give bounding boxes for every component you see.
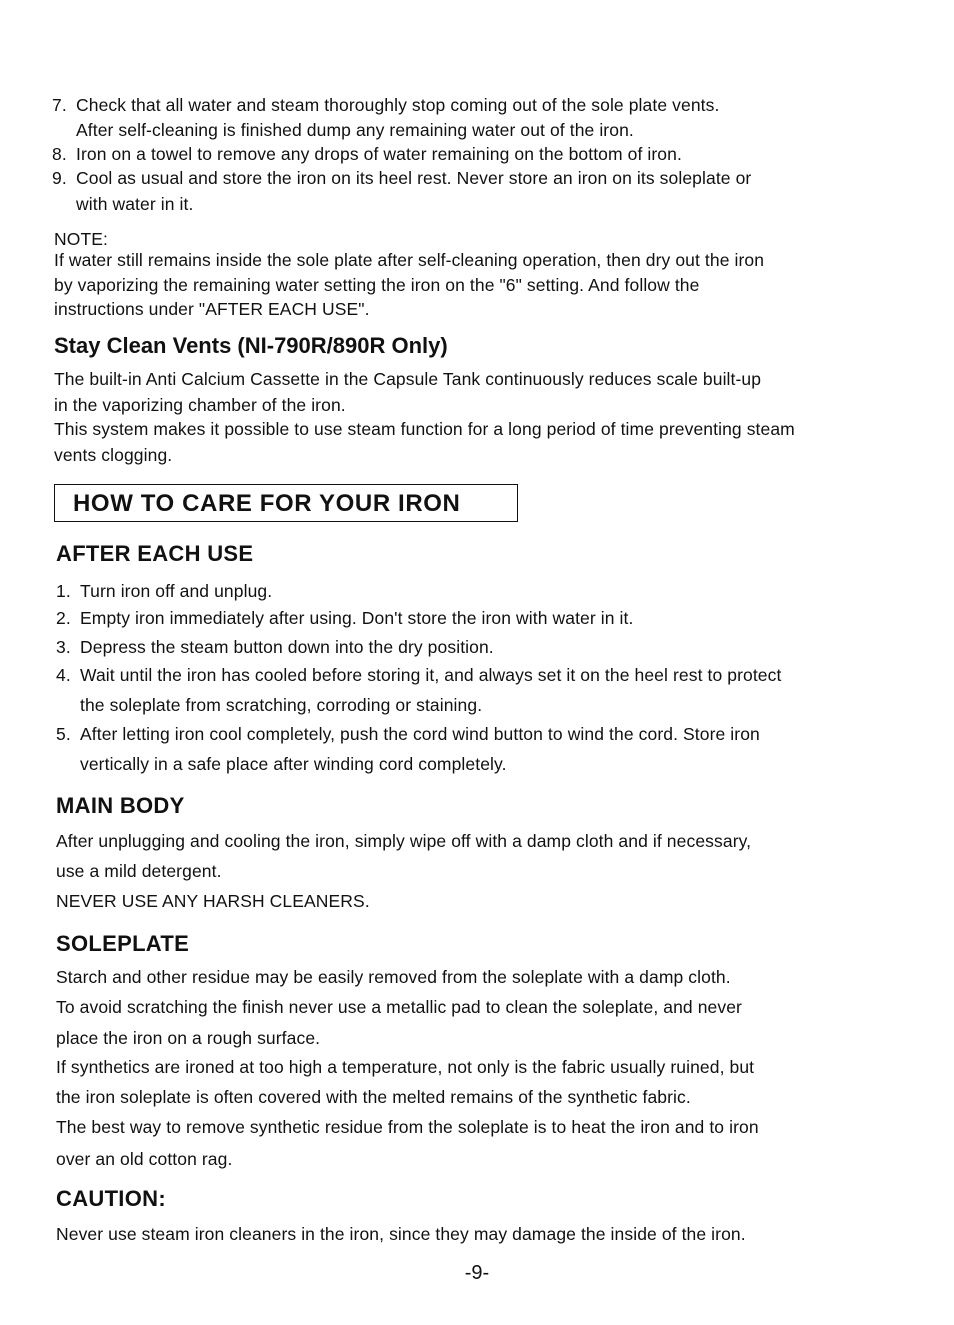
step-number: 2. bbox=[56, 608, 71, 628]
step-number: 5. bbox=[56, 724, 71, 744]
soleplate-line-7: over an old cotton rag. bbox=[56, 1149, 233, 1169]
step-number: 4. bbox=[56, 665, 71, 685]
after-step-5-line-1 bbox=[56, 723, 760, 745]
note-line-1: If water still remains inside the sole plate after self-cleaning operation, then dry out the iron bbox=[54, 250, 765, 270]
main-body-line-1: After unplugging and cooling the iron, simply wipe off with a damp cloth and if necessary, bbox=[56, 831, 752, 851]
after-step-2 bbox=[56, 607, 633, 629]
main-body-heading: MAIN BODY bbox=[56, 793, 185, 818]
main-body-line-3: NEVER USE ANY HARSH CLEANERS. bbox=[56, 891, 370, 911]
stay-clean-line-2: in the vaporizing chamber of the iron. bbox=[54, 395, 346, 415]
step-text: Turn iron off and unplug. bbox=[80, 581, 273, 601]
soleplate-line-5: the iron soleplate is often covered with the melted remains of the synthetic fabric. bbox=[56, 1087, 691, 1107]
step-number: 8. bbox=[52, 144, 67, 164]
step-text: After letting iron cool completely, push the cord wind button to wind the cord. Store iron bbox=[80, 724, 760, 744]
after-step-4-line-1 bbox=[56, 664, 781, 686]
soleplate-line-6: The best way to remove synthetic residue from the soleplate is to heat the iron and to iron bbox=[56, 1117, 759, 1137]
step-number: 9. bbox=[52, 168, 67, 188]
caution-line-1: Never use steam iron cleaners in the iron, since they may damage the inside of the iron. bbox=[56, 1224, 746, 1244]
step-text: Depress the steam button down into the dry position. bbox=[80, 637, 494, 657]
note-line-2: by vaporizing the remaining water setting the iron on the "6" setting. And follow the bbox=[54, 275, 700, 295]
care-title: HOW TO CARE FOR YOUR IRON bbox=[73, 490, 461, 517]
step-text: Iron on a towel to remove any drops of water remaining on the bottom of iron. bbox=[76, 144, 682, 164]
step-text: Check that all water and steam thoroughly stop coming out of the sole plate vents. bbox=[76, 95, 720, 115]
step-7-line-2: After self-cleaning is finished dump any remaining water out of the iron. bbox=[76, 120, 634, 140]
step-number: 1. bbox=[56, 581, 71, 601]
stay-clean-line-4: vents clogging. bbox=[54, 445, 173, 465]
soleplate-line-1: Starch and other residue may be easily removed from the soleplate with a damp cloth. bbox=[56, 967, 731, 987]
after-step-3 bbox=[56, 636, 494, 658]
after-step-5-line-2: vertically in a safe place after winding cord completely. bbox=[80, 754, 507, 774]
after-each-use-heading: AFTER EACH USE bbox=[56, 541, 254, 566]
caution-heading: CAUTION: bbox=[56, 1186, 166, 1211]
page-number: -9- bbox=[464, 1262, 490, 1284]
stay-clean-line-1: The built-in Anti Calcium Cassette in the Capsule Tank continuously reduces scale built-up bbox=[54, 369, 762, 389]
step-number: 3. bbox=[56, 637, 71, 657]
soleplate-line-4: If synthetics are ironed at too high a temperature, not only is the fabric usually ruined, but bbox=[56, 1057, 755, 1077]
note-line-3: instructions under "AFTER EACH USE". bbox=[54, 299, 370, 319]
care-title-box bbox=[54, 484, 518, 522]
after-step-4-line-2: the soleplate from scratching, corroding or staining. bbox=[80, 695, 483, 715]
step-number: 7. bbox=[52, 95, 67, 115]
step-text: Empty iron immediately after using. Don't store the iron with water in it. bbox=[80, 608, 634, 628]
stay-clean-heading: Stay Clean Vents (NI-790R/890R Only) bbox=[54, 333, 448, 358]
after-step-1 bbox=[56, 580, 272, 602]
note-label: NOTE: bbox=[54, 229, 108, 249]
step-text: Wait until the iron has cooled before storing it, and always set it on the heel rest to protect bbox=[80, 665, 782, 685]
step-9-line-2: with water in it. bbox=[76, 194, 194, 214]
soleplate-line-3: place the iron on a rough surface. bbox=[56, 1028, 321, 1048]
main-body-line-2: use a mild detergent. bbox=[56, 861, 222, 881]
step-8-line-1 bbox=[52, 143, 682, 165]
step-7-line-1 bbox=[52, 94, 719, 116]
step-text: Cool as usual and store the iron on its heel rest. Never store an iron on its soleplate or bbox=[76, 168, 752, 188]
step-9-line-1 bbox=[52, 167, 751, 189]
stay-clean-line-3: This system makes it possible to use steam function for a long period of time preventing steam bbox=[54, 419, 795, 439]
soleplate-heading: SOLEPLATE bbox=[56, 931, 190, 956]
soleplate-line-2: To avoid scratching the finish never use a metallic pad to clean the soleplate, and never bbox=[56, 997, 742, 1017]
